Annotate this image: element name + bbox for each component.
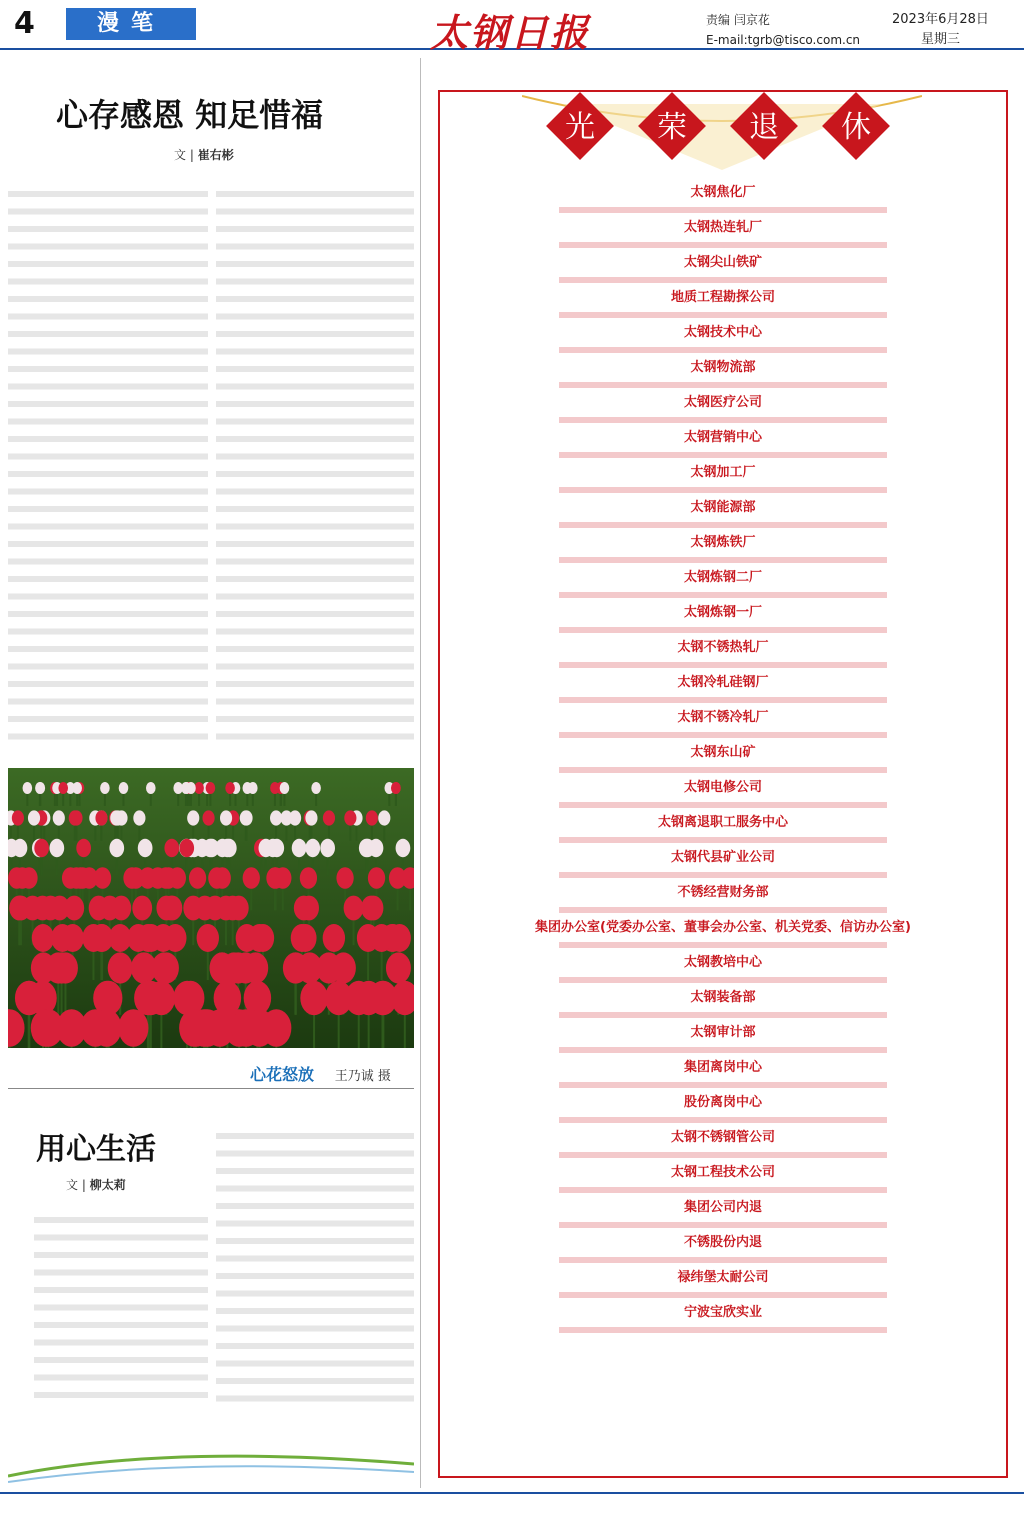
article1-author: 崔右彬 bbox=[197, 148, 234, 162]
tulip-bloom bbox=[370, 924, 392, 952]
tulip-bloom bbox=[300, 981, 328, 1015]
honor-department: 禄纬堡太耐公司 bbox=[677, 1270, 769, 1285]
tulip-bloom bbox=[202, 810, 214, 825]
article1-column-2 bbox=[216, 182, 414, 744]
tulip-bloom bbox=[23, 782, 33, 794]
banner-character: 光 bbox=[565, 110, 595, 145]
tulip-bloom bbox=[16, 981, 44, 1015]
honor-retiree-names bbox=[450, 1182, 996, 1200]
tulip-bloom bbox=[164, 839, 179, 857]
tulip-bloom bbox=[31, 952, 56, 983]
column-divider bbox=[420, 58, 421, 1488]
tulip-bloom bbox=[305, 810, 317, 825]
honor-retiree-names bbox=[450, 1217, 996, 1235]
tulip-bloom bbox=[14, 867, 31, 889]
honor-retiree-names bbox=[450, 692, 996, 710]
tulip-bloom bbox=[344, 810, 356, 825]
honor-retiree-names bbox=[450, 657, 996, 675]
tulip-bloom bbox=[245, 1009, 275, 1047]
tulip-photo-art bbox=[8, 768, 414, 1048]
text-placeholder bbox=[216, 1124, 414, 1404]
honor-department: 太钢营销中心 bbox=[683, 430, 762, 445]
article1-byline: 文 | 崔右彬 bbox=[174, 148, 234, 162]
tulip-bloom bbox=[265, 839, 280, 857]
tulip-bloom bbox=[32, 924, 54, 952]
honor-retiree-names bbox=[450, 377, 996, 395]
honor-retiree-names bbox=[450, 902, 996, 920]
issue-date bbox=[892, 10, 989, 50]
tulip-bloom bbox=[389, 867, 406, 889]
tulip-bloom bbox=[61, 924, 83, 952]
tulip-bloom bbox=[205, 839, 220, 857]
tulip-bloom bbox=[183, 896, 203, 921]
tulip-bloom bbox=[127, 924, 149, 952]
tulip-bloom bbox=[189, 867, 206, 889]
honor-department: 太钢不锈冷轧厂 bbox=[677, 710, 769, 725]
article1-column-1 bbox=[8, 182, 208, 744]
honor-department: 太钢技术中心 bbox=[683, 325, 762, 340]
tulip-bloom bbox=[206, 782, 216, 794]
honor-department: 太钢审计部 bbox=[690, 1025, 756, 1040]
honor-department: 太钢能源部 bbox=[690, 500, 756, 515]
honor-department: 不锈股份内退 bbox=[683, 1235, 762, 1250]
tulip-bloom bbox=[280, 782, 290, 794]
byline-prefix: 文 bbox=[66, 1178, 79, 1192]
date: 2023年6月28日 bbox=[892, 12, 989, 27]
honor-retiree-names bbox=[450, 482, 996, 500]
tulip-bloom bbox=[13, 839, 28, 857]
tulip-bloom bbox=[248, 782, 258, 794]
weekday: 星期三 bbox=[920, 32, 960, 47]
tulip-bloom bbox=[396, 839, 411, 857]
tulip-bloom bbox=[95, 810, 107, 825]
editor-line: 责编 闫京花 bbox=[706, 13, 770, 27]
tulip-bloom bbox=[270, 810, 282, 825]
honor-department: 太钢炼钢一厂 bbox=[683, 605, 762, 620]
article2-author: 柳太莉 bbox=[89, 1178, 126, 1192]
honor-retiree-names bbox=[450, 272, 996, 290]
honor-retiree-names bbox=[450, 797, 996, 815]
tulip-bloom bbox=[300, 867, 317, 889]
tulip-bloom bbox=[368, 867, 385, 889]
tulip-bloom bbox=[266, 867, 283, 889]
byline-prefix: 文 bbox=[174, 148, 187, 162]
tulip-bloom bbox=[34, 839, 49, 857]
honor-list bbox=[450, 184, 996, 1339]
honor-retiree-names bbox=[450, 412, 996, 430]
honor-retiree-names bbox=[450, 517, 996, 535]
masthead bbox=[0, 0, 1024, 55]
tulip-bloom bbox=[325, 981, 353, 1015]
honor-department: 太钢代县矿业公司 bbox=[670, 850, 775, 865]
tulip-bloom bbox=[197, 924, 219, 952]
tulip-bloom bbox=[94, 867, 111, 889]
tulip-bloom bbox=[111, 896, 131, 921]
photo-caption bbox=[250, 1062, 391, 1085]
honor-retiree-names bbox=[450, 202, 996, 220]
tulip-bloom bbox=[359, 839, 374, 857]
honor-retiree-names bbox=[450, 1007, 996, 1025]
tulip-bloom bbox=[186, 782, 196, 794]
honor-retiree-names bbox=[450, 552, 996, 570]
honor-retiree-names bbox=[450, 832, 996, 850]
honor-department: 太钢装备部 bbox=[690, 990, 756, 1005]
tulip-bloom bbox=[187, 810, 199, 825]
tulip-bloom bbox=[36, 782, 46, 794]
honor-retiree-names bbox=[450, 1147, 996, 1165]
tulip-bloom bbox=[115, 810, 127, 825]
editor-info bbox=[706, 10, 860, 50]
tulip-bloom bbox=[323, 924, 345, 952]
honor-retiree-names bbox=[450, 307, 996, 325]
honor-department: 太钢加工厂 bbox=[690, 465, 756, 480]
honor-retiree-names bbox=[450, 1322, 996, 1340]
honor-retiree-names bbox=[450, 867, 996, 885]
honor-retiree-names bbox=[450, 762, 996, 780]
honor-department: 太钢东山矿 bbox=[690, 745, 756, 760]
honor-department: 太钢工程技术公司 bbox=[670, 1165, 775, 1180]
tulip-bloom bbox=[139, 867, 156, 889]
honor-department: 不锈经营财务部 bbox=[677, 885, 769, 900]
banner-character: 荣 bbox=[657, 110, 687, 145]
article2-title: 用心生活 bbox=[36, 1132, 156, 1167]
email-line[interactable]: E-mail:tgrb@tisco.com.cn bbox=[706, 33, 861, 47]
tulip-bloom bbox=[391, 782, 401, 794]
tulip-bloom bbox=[76, 839, 91, 857]
honor-retiree-names bbox=[450, 937, 996, 955]
tulip-bloom bbox=[89, 896, 109, 921]
tulip-bloom bbox=[12, 810, 24, 825]
banner-diamond bbox=[822, 92, 890, 160]
honor-retiree-names bbox=[450, 1287, 996, 1305]
tulip-bloom bbox=[292, 839, 307, 857]
tulip-bloom bbox=[53, 952, 78, 983]
honor-department: 太钢电修公司 bbox=[683, 780, 762, 795]
honor-department: 太钢焦化厂 bbox=[690, 185, 756, 200]
honor-retiree-names bbox=[450, 1112, 996, 1130]
tulip-bloom bbox=[80, 1009, 110, 1047]
honor-department: 太钢不锈热轧厂 bbox=[677, 640, 769, 655]
tulip-bloom bbox=[50, 896, 70, 921]
tulip-bloom bbox=[109, 839, 124, 857]
honor-department: 太钢冷轧硅钢厂 bbox=[677, 675, 769, 690]
banner-character: 休 bbox=[841, 110, 871, 145]
honor-department: 地质工程勘探公司 bbox=[670, 290, 775, 305]
tulip-bloom bbox=[108, 952, 133, 983]
tulip-bloom bbox=[331, 952, 356, 983]
text-placeholder bbox=[34, 1208, 208, 1404]
tulip-bloom bbox=[355, 981, 383, 1015]
banner-character: 退 bbox=[749, 110, 779, 145]
article2-byline: 文 | 柳太莉 bbox=[66, 1178, 126, 1192]
honor-department: 太钢不锈钢管公司 bbox=[670, 1130, 775, 1145]
tulip-bloom bbox=[10, 896, 30, 921]
tulip-bloom bbox=[364, 896, 384, 921]
honor-retiree-names bbox=[450, 342, 996, 360]
tulip-bloom bbox=[208, 867, 225, 889]
text-placeholder bbox=[8, 182, 208, 744]
banner-diamond bbox=[546, 92, 614, 160]
tulip-bloom bbox=[378, 810, 390, 825]
tulip-bloom bbox=[289, 810, 301, 825]
honor-department: 太钢尖山铁矿 bbox=[683, 255, 762, 270]
honor-department: 太钢热连轧厂 bbox=[683, 220, 762, 235]
tulip-bloom bbox=[248, 924, 270, 952]
honor-department: 集团公司内退 bbox=[683, 1200, 762, 1215]
honor-retiree-names bbox=[450, 237, 996, 255]
honor-banner bbox=[522, 90, 922, 180]
tulip-bloom bbox=[156, 896, 176, 921]
honor-retiree-names bbox=[450, 1077, 996, 1095]
decorative-swoosh bbox=[8, 1438, 414, 1488]
tulip-bloom bbox=[297, 952, 322, 983]
paper-name: 太钢日报 bbox=[430, 10, 591, 55]
tulip-bloom bbox=[210, 952, 235, 983]
tulip-photo bbox=[8, 768, 414, 1048]
honor-retiree-names bbox=[450, 1252, 996, 1270]
tulip-bloom bbox=[146, 782, 156, 794]
tulip-bloom bbox=[135, 981, 163, 1015]
article1-title: 心存感恩 知足惜福 bbox=[56, 96, 324, 134]
footer bbox=[0, 1492, 1024, 1539]
article2-column-2 bbox=[216, 1124, 414, 1404]
tulip-bloom bbox=[240, 810, 252, 825]
tulip-bloom bbox=[164, 924, 186, 952]
tulip-bloom bbox=[169, 867, 186, 889]
honor-retiree-names bbox=[450, 447, 996, 465]
tulip-bloom bbox=[305, 839, 320, 857]
tulip-bloom bbox=[123, 867, 140, 889]
honor-retiree-names bbox=[450, 622, 996, 640]
tulip-bloom bbox=[311, 782, 321, 794]
honor-department: 太钢离退职工服务中心 bbox=[657, 815, 788, 830]
honor-department: 太钢物流部 bbox=[690, 360, 756, 375]
tulip-bloom bbox=[72, 867, 89, 889]
tulip-bloom bbox=[118, 1009, 148, 1047]
tulip-bloom bbox=[243, 952, 268, 983]
section-tag: 漫笔 bbox=[66, 8, 196, 40]
tulip-bloom bbox=[132, 896, 152, 921]
honor-department: 股份离岗中心 bbox=[683, 1095, 762, 1110]
tulip-bloom bbox=[82, 924, 104, 952]
tulip-bloom bbox=[49, 839, 64, 857]
tulip-bloom bbox=[179, 1009, 209, 1047]
tulip-bloom bbox=[53, 810, 65, 825]
tulip-bloom bbox=[225, 782, 235, 794]
tulip-bloom bbox=[220, 810, 232, 825]
tulip-bloom bbox=[133, 810, 145, 825]
honor-department: 太钢炼铁厂 bbox=[690, 535, 756, 550]
honor-department: 太钢炼钢二厂 bbox=[683, 570, 762, 585]
tulip-bloom bbox=[336, 867, 353, 889]
honor-retirement-panel bbox=[438, 90, 1008, 1478]
tulip-bloom bbox=[179, 839, 194, 857]
honor-department: 宁波宝欣实业 bbox=[683, 1305, 762, 1320]
tulip-bloom bbox=[291, 924, 313, 952]
honor-department: 太钢医疗公司 bbox=[683, 395, 762, 410]
tulip-bloom bbox=[100, 782, 110, 794]
text-placeholder bbox=[216, 182, 414, 744]
tulip-bloom bbox=[366, 810, 378, 825]
tulip-bloom bbox=[152, 952, 177, 983]
tulip-bloom bbox=[320, 839, 335, 857]
tulip-bloom bbox=[58, 782, 68, 794]
tulip-bloom bbox=[344, 896, 364, 921]
tulip-bloom bbox=[323, 810, 335, 825]
article2-column-1 bbox=[34, 1208, 208, 1404]
page-number: 4 bbox=[14, 6, 35, 41]
honor-retiree-names bbox=[450, 1042, 996, 1060]
tulip-bloom bbox=[119, 782, 129, 794]
tulip-bloom bbox=[243, 867, 260, 889]
honor-retiree-names bbox=[450, 727, 996, 745]
tulip-bloom bbox=[222, 839, 237, 857]
honor-retiree-names bbox=[450, 972, 996, 990]
tulip-bloom bbox=[386, 952, 411, 983]
honor-department: 集团办公室(党委办公室、董事会办公室、机关党委、信访办公室) bbox=[535, 920, 911, 935]
honor-retiree-names bbox=[450, 587, 996, 605]
photo-credit: 王乃诚 摄 bbox=[334, 1069, 391, 1084]
tulip-bloom bbox=[138, 839, 153, 857]
tulip-bloom bbox=[28, 810, 40, 825]
photo-title: 心花怒放 bbox=[250, 1065, 315, 1084]
tulip-bloom bbox=[33, 1009, 63, 1047]
honor-department: 太钢教培中心 bbox=[683, 955, 762, 970]
tulip-bloom bbox=[216, 896, 236, 921]
tulip-bloom bbox=[69, 810, 81, 825]
section-divider bbox=[8, 1088, 414, 1089]
honor-department: 集团离岗中心 bbox=[683, 1060, 762, 1075]
tulip-bloom bbox=[294, 896, 314, 921]
